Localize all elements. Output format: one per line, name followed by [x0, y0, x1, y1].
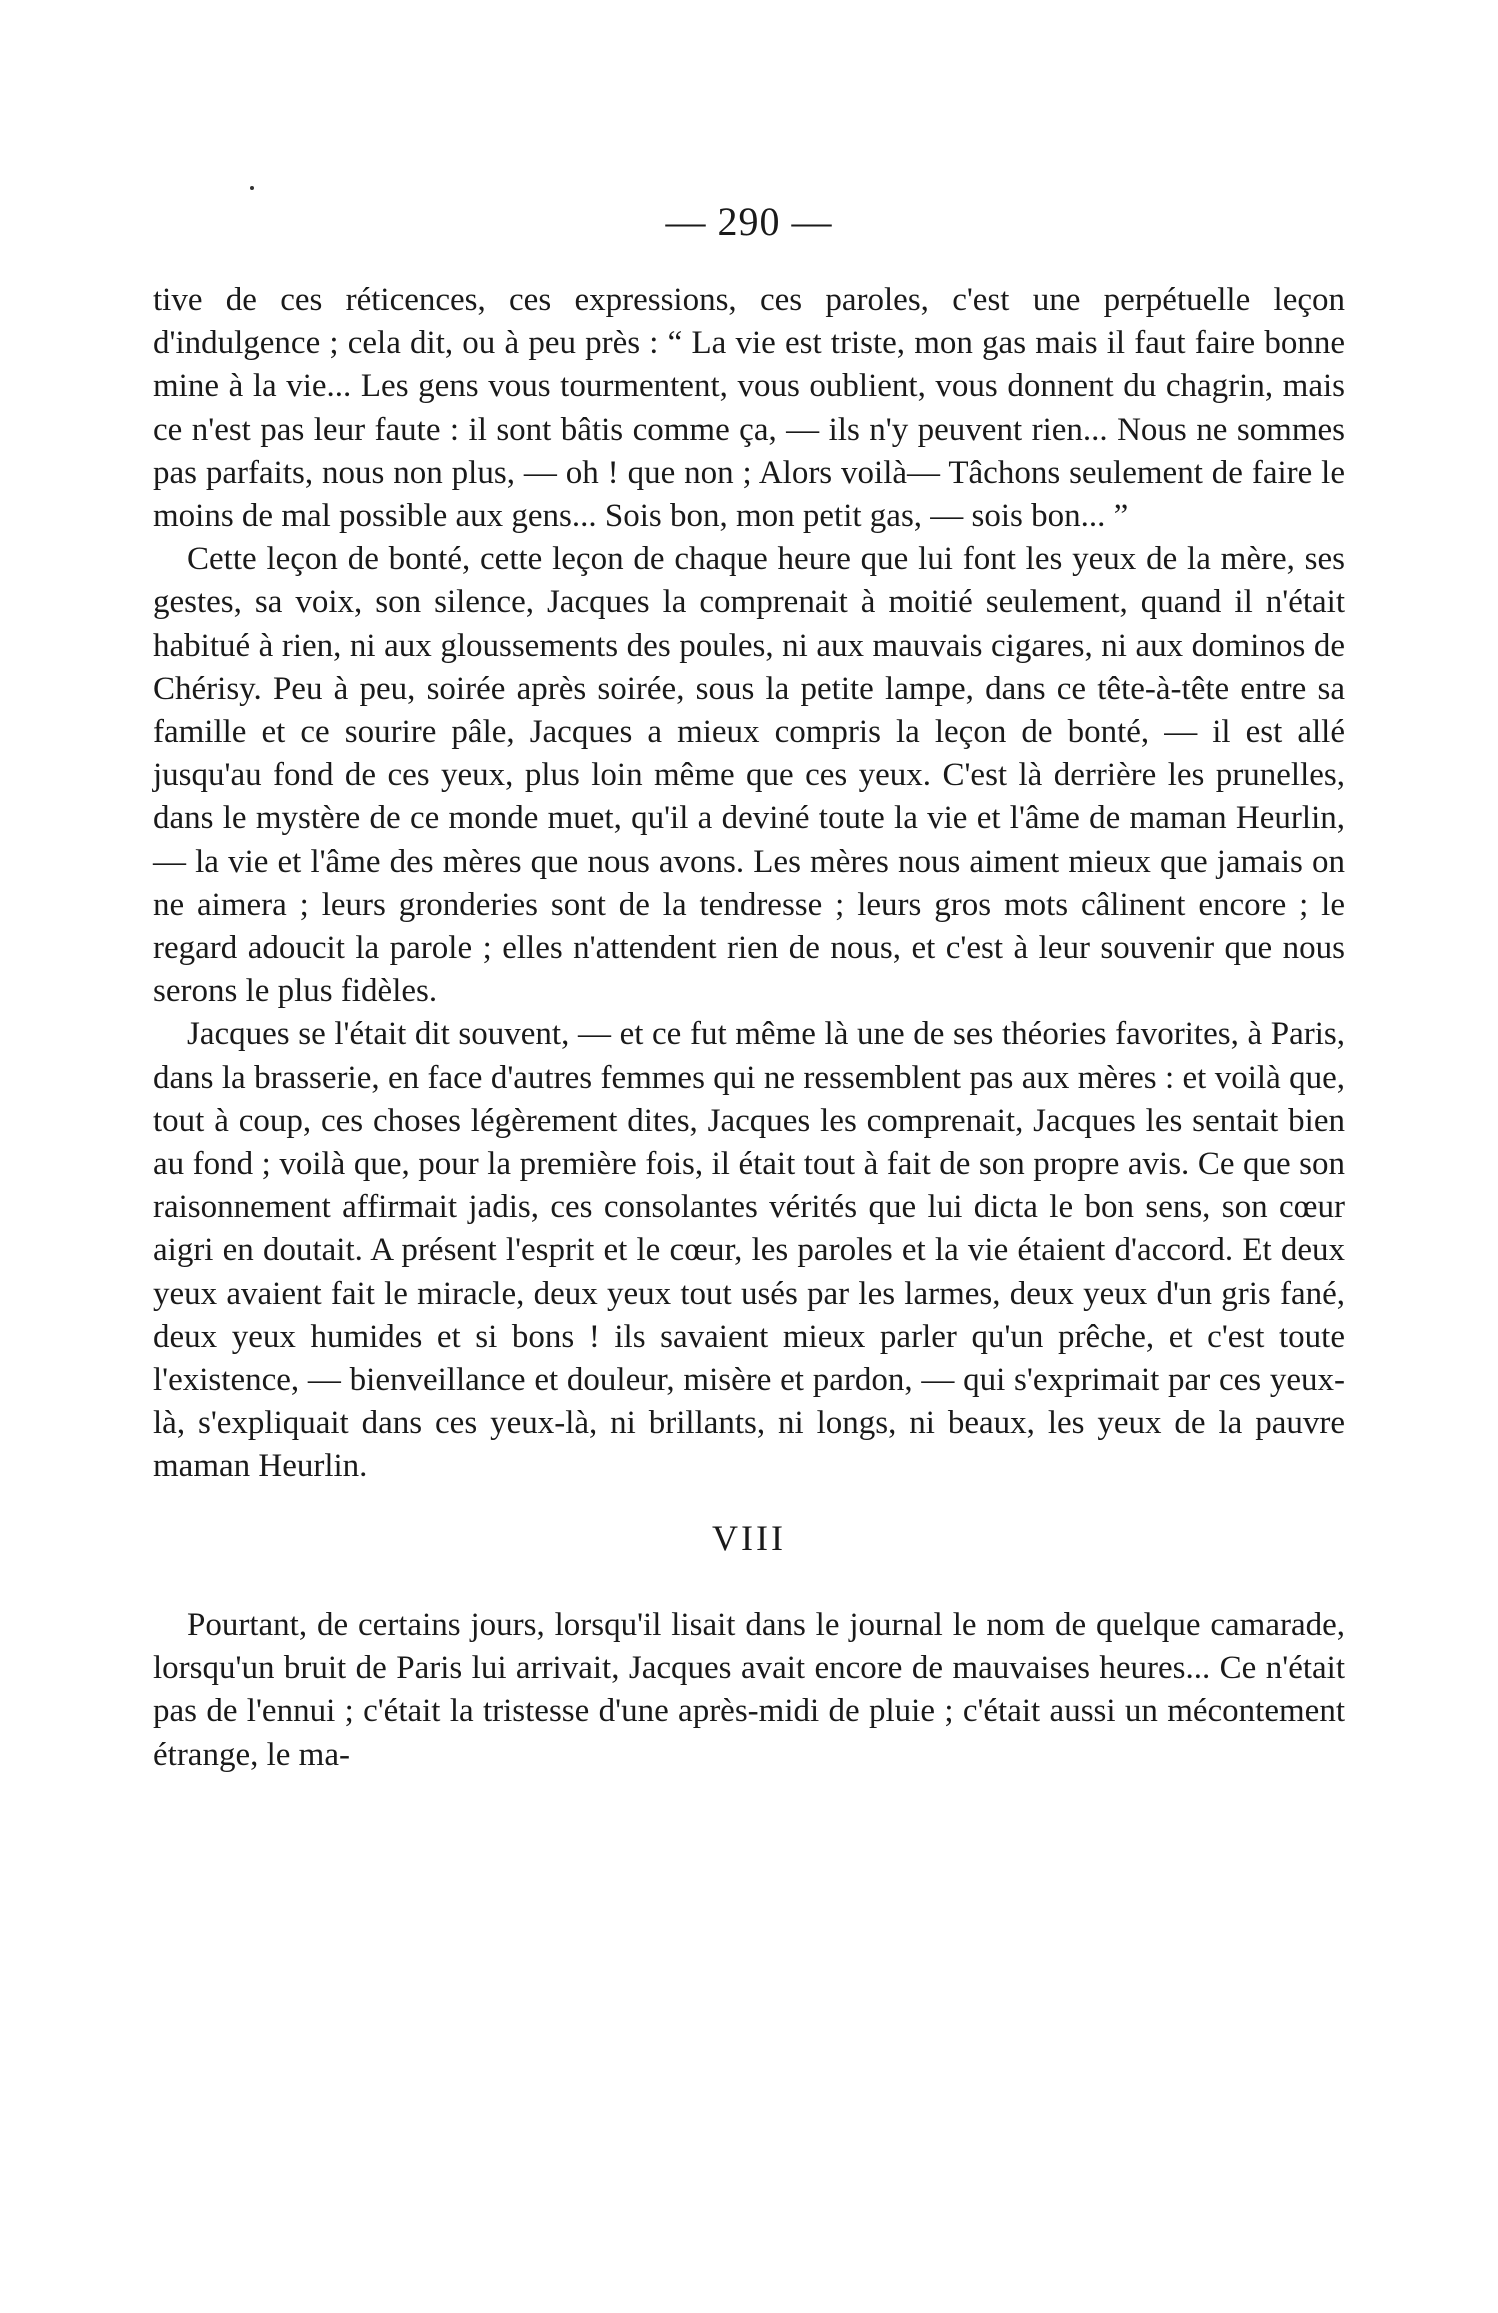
paragraph-1: tive de ces réticences, ces expressions, ces paroles, c'est une perpétuelle leçon d'indulgence ; cela dit, ou à peu près : “ La vie est triste, mon gas mais il faut faire bonne mine à la vie... Les gens vous tourmentent, vous oublient, vous donnent du chagrin, mais ce n'est pas leur faute : il sont bâtis comme ça, — ils n'y peuvent rien... Nous ne sommes pas parfaits, nous non plus, — oh ! que non ; Alors voilà— Tâchons seulement de faire le moins de mal possible aux gens... Sois bon, mon petit gas, — sois bon... ”	[153, 282, 1345, 535]
body-text	[153, 279, 1345, 1777]
page-number: — 290 —	[665, 199, 833, 244]
paragraph-2: Cette leçon de bonté, cette leçon de chaque heure que lui font les yeux de la mère, ses gestes, sa voix, son silence, Jacques la comprenait à moitié seulement, quand il n'était habitué à rien, ni aux gloussements des poules, ni aux mauvais cigares, ni aux dominos de Chérisy. Peu à peu, soirée après soirée, sous la petite lampe, dans ce tête-à-tête entre sa famille et ce sourire pâle, Jacques a mieux compris la leçon de bonté, — il est allé jusqu'au fond de ces yeux, plus loin même que ces yeux. C'est là derrière les prunelles, dans le mystère de ce monde muet, qu'il a deviné toute la vie et l'âme de maman Heurlin, — la vie et l'âme des mères que nous avons. Les mères nous aiment mieux que jamais on ne aimera ; leurs gronderies sont de la tendresse ; leurs gros mots câlinent encore ; le regard adoucit la parole ; elles n'attendent rien de nous, et c'est à leur souvenir que nous serons le plus fidèles.	[153, 541, 1345, 1010]
ink-speck	[250, 186, 254, 190]
paragraph-3: Jacques se l'était dit souvent, — et ce fut même là une de ses théories favorites, à Paris, dans la brasserie, en face d'autres femmes qui ne ressemblent pas aux mères : et voilà que, tout à coup, ces choses légèrement dites, Jacques les comprenait, Jacques les sentait bien au fond ; voilà que, pour la première fois, il était tout à fait de son propre avis. Ce que son raisonnement affirmait jadis, ces consolantes vérités que lui dicta le bon sens, son cœur aigri en doutait. A présent l'esprit et le cœur, les paroles et la vie étaient d'accord. Et deux yeux avaient fait le miracle, deux yeux tout usés par les larmes, deux yeux d'un gris fané, deux yeux humides et si bons ! ils savaient mieux parler qu'un prêche, et c'est toute l'existence, — bienveillance et douleur, misère et pardon, — qui s'exprimait par ces yeux-là, s'expliquait dans ces yeux-là, ni brillants, ni longs, ni beaux, les yeux de la pauvre maman Heurlin.	[153, 1016, 1345, 1485]
chapter-heading: VIII	[712, 1517, 786, 1558]
chapter-paragraph: Pourtant, de certains jours, lorsqu'il lisait dans le journal le nom de quelque camarade, lorsqu'un bruit de Paris lui arrivait, Jacques avait encore de mauvaises heures... Ce n'était pas de l'ennui ; c'était la tristesse d'une après-midi de pluie ; c'était aussi un mécontement étrange, le ma-	[153, 1606, 1345, 1773]
